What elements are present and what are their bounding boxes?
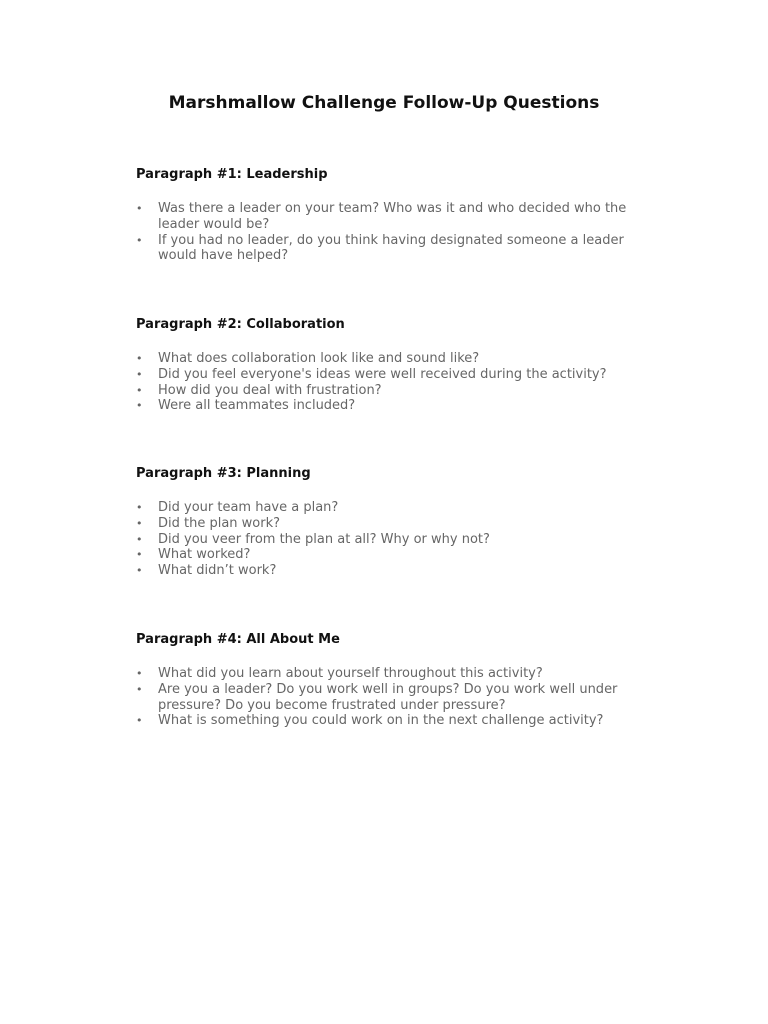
- question-item: [136, 398, 638, 414]
- question-item: [136, 532, 638, 548]
- question-item: [136, 500, 638, 516]
- question-item: [136, 367, 638, 383]
- question-text: Are you a leader? Do you work well in groups? Do you work well under pressure? Do you become frustrated under pressure?: [158, 681, 618, 713]
- question-item: [136, 351, 638, 367]
- bullet-icon: •: [136, 682, 143, 696]
- question-list: [136, 666, 656, 729]
- bullet-icon: •: [136, 501, 143, 514]
- question-text: Were all teammates included?: [158, 398, 356, 414]
- bullet-icon: •: [136, 367, 143, 381]
- question-text: Did the plan work?: [158, 515, 281, 531]
- question-text: Did you feel everyone's ideas were well received during the activity?: [158, 366, 607, 382]
- section-leadership: [136, 167, 656, 264]
- section-planning: [136, 466, 656, 579]
- section-all-about-me: [136, 632, 656, 729]
- bullet-icon: •: [136, 383, 143, 397]
- question-list: [136, 201, 656, 264]
- question-item: [136, 201, 638, 233]
- bullet-icon: •: [136, 399, 143, 413]
- bullet-icon: •: [136, 714, 143, 728]
- question-text: What does collaboration look like and sound like?: [158, 351, 480, 366]
- bullet-icon: •: [136, 548, 143, 562]
- question-text: Was there a leader on your team? Who was it and who decided who the leader would be?: [158, 201, 627, 232]
- question-text: Did you veer from the plan at all? Why or why not?: [158, 531, 490, 547]
- bullet-icon: •: [136, 667, 143, 680]
- question-item: [136, 547, 638, 563]
- question-text: What worked?: [158, 547, 251, 563]
- section-heading: Paragraph #3: Planning: [136, 466, 311, 481]
- question-text: How did you deal with frustration?: [158, 382, 382, 398]
- question-item: [136, 713, 638, 729]
- bullet-icon: •: [136, 202, 143, 215]
- section-heading: Paragraph #1: Leadership: [136, 167, 328, 182]
- section-heading: Paragraph #4: All About Me: [136, 632, 340, 647]
- bullet-icon: •: [136, 564, 143, 578]
- document-title: Marshmallow Challenge Follow-Up Questions: [168, 93, 600, 113]
- question-item: [136, 666, 638, 682]
- question-list: [136, 351, 656, 414]
- question-item: [136, 233, 638, 265]
- question-text: What is something you could work on in the next challenge activity?: [158, 713, 604, 729]
- bullet-icon: •: [136, 532, 143, 546]
- section-heading: Paragraph #2: Collaboration: [136, 317, 345, 332]
- question-item: [136, 682, 638, 714]
- question-text: What did you learn about yourself throughout this activity?: [158, 666, 543, 681]
- question-item: [136, 516, 638, 532]
- bullet-icon: •: [136, 516, 143, 530]
- question-list: [136, 500, 656, 579]
- question-text: Did your team have a plan?: [158, 500, 339, 515]
- question-item: [136, 383, 638, 399]
- section-collaboration: [136, 317, 656, 414]
- bullet-icon: •: [136, 233, 143, 247]
- question-item: [136, 563, 638, 579]
- question-text: What didn’t work?: [158, 563, 277, 579]
- bullet-icon: •: [136, 352, 143, 365]
- question-text: If you had no leader, do you think having designated someone a leader would have helped?: [158, 232, 624, 264]
